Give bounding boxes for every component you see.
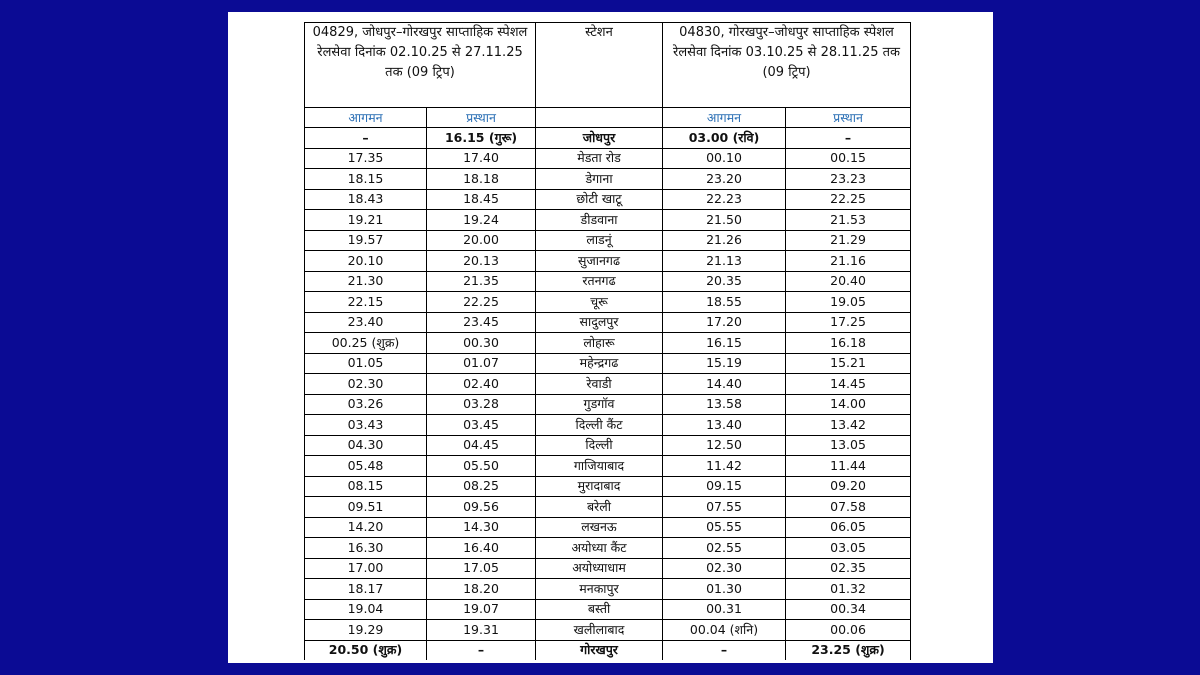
return-arrival-cell: 14.40 [663, 374, 786, 395]
return-arrival-cell: 03.00 (रवि) [663, 128, 786, 149]
return-arrival-cell: 13.58 [663, 394, 786, 415]
outbound-departure-cell: 04.45 [427, 435, 536, 456]
station-cell: मेडता रोड [536, 148, 663, 169]
outbound-departure-cell: 19.07 [427, 599, 536, 620]
timetable-row [305, 415, 911, 436]
return-arrival-cell: 07.55 [663, 497, 786, 518]
outbound-departure-cell: 03.45 [427, 415, 536, 436]
return-arrival-cell: 05.55 [663, 517, 786, 538]
station-cell: मुरादाबाद [536, 476, 663, 497]
timetable-row [305, 374, 911, 395]
station-cell: मनकापुर [536, 579, 663, 600]
station-header: स्टेशन [536, 23, 663, 108]
return-departure-cell: 21.29 [786, 230, 911, 251]
outbound-departure-cell: 00.30 [427, 333, 536, 354]
outbound-departure-cell: 19.31 [427, 620, 536, 641]
station-cell: सुजानगढ [536, 251, 663, 272]
return-arrival-cell: 02.30 [663, 558, 786, 579]
outbound-departure-cell: 16.15 (गुरू) [427, 128, 536, 149]
station-cell: लोहारू [536, 333, 663, 354]
station-cell: बस्ती [536, 599, 663, 620]
station-cell: छोटी खाटू [536, 189, 663, 210]
document-page [228, 12, 993, 663]
return-departure-cell: 09.20 [786, 476, 911, 497]
outbound-departure-cell: 18.18 [427, 169, 536, 190]
timetable-row [305, 558, 911, 579]
outbound-arrival-cell: 05.48 [305, 456, 427, 477]
outbound-departure-cell: 02.40 [427, 374, 536, 395]
outbound-arrival-cell: 23.40 [305, 312, 427, 333]
station-cell: गाजियाबाद [536, 456, 663, 477]
station-cell: महेन्द्रगढ [536, 353, 663, 374]
outbound-departure-cell: 16.40 [427, 538, 536, 559]
station-cell: डीडवाना [536, 210, 663, 231]
return-arrival-cell: 16.15 [663, 333, 786, 354]
return-departure-cell: 02.35 [786, 558, 911, 579]
return-departure-cell: 20.40 [786, 271, 911, 292]
station-cell: दिल्ली [536, 435, 663, 456]
timetable-row [305, 579, 911, 600]
outbound-arrival-cell: 19.57 [305, 230, 427, 251]
outbound-departure-cell: 17.05 [427, 558, 536, 579]
return-departure-cell: 23.25 (शुक्र) [786, 640, 911, 660]
outbound-arrival-cell: 20.10 [305, 251, 427, 272]
station-cell: अयोध्याधाम [536, 558, 663, 579]
return-departure-cell: 11.44 [786, 456, 911, 477]
station-cell: गोरखपुर [536, 640, 663, 660]
outbound-arrival-cell: 09.51 [305, 497, 427, 518]
outbound-arrival-cell: 00.25 (शुक्र) [305, 333, 427, 354]
header-row [305, 23, 911, 108]
return-departure-cell: 07.58 [786, 497, 911, 518]
outbound-arrival-cell: 22.15 [305, 292, 427, 313]
outbound-departure-cell: 09.56 [427, 497, 536, 518]
return-departure-cell: 21.16 [786, 251, 911, 272]
return-arrival-cell: 00.10 [663, 148, 786, 169]
return-arrival-cell: 20.35 [663, 271, 786, 292]
return-arrival-cell: 12.50 [663, 435, 786, 456]
timetable-row [305, 497, 911, 518]
return-departure-cell: 00.15 [786, 148, 911, 169]
timetable-row [305, 620, 911, 641]
return-departure-cell: 22.25 [786, 189, 911, 210]
timetable-row [305, 271, 911, 292]
timetable-row [305, 312, 911, 333]
outbound-arrival-cell: 21.30 [305, 271, 427, 292]
station-cell: गुडगॉव [536, 394, 663, 415]
return-arrival-cell: 15.19 [663, 353, 786, 374]
outbound-departure-cell: 01.07 [427, 353, 536, 374]
timetable-row [305, 210, 911, 231]
timetable-row [305, 333, 911, 354]
outbound-arrival-cell: 04.30 [305, 435, 427, 456]
subheader-row [305, 108, 911, 128]
outbound-arrival-cell: 03.43 [305, 415, 427, 436]
timetable [304, 22, 911, 660]
station-cell: लाडनूं [536, 230, 663, 251]
outbound-train-description: 04829, जोधपुर–गोरखपुर साप्ताहिक स्पेशल रेलसेवा दिनांक 02.10.25 से 27.11.25 तक (09 ट्रिप) [305, 23, 536, 108]
return-arrival-cell: 22.23 [663, 189, 786, 210]
return-departure-cell: 00.06 [786, 620, 911, 641]
outbound-arrival-cell: – [305, 128, 427, 149]
station-cell: रतनगढ [536, 271, 663, 292]
return-departure-cell: 13.42 [786, 415, 911, 436]
timetable-row [305, 353, 911, 374]
return-arrival-cell: 13.40 [663, 415, 786, 436]
return-departure-cell: 01.32 [786, 579, 911, 600]
return-departure-cell: 21.53 [786, 210, 911, 231]
outbound-arrival-cell: 19.04 [305, 599, 427, 620]
return-arrival-cell: 21.13 [663, 251, 786, 272]
station-cell: जोधपुर [536, 128, 663, 149]
timetable-row [305, 292, 911, 313]
timetable-row [305, 394, 911, 415]
outbound-arrival-cell: 17.00 [305, 558, 427, 579]
outbound-departure-cell: 08.25 [427, 476, 536, 497]
timetable-row [305, 169, 911, 190]
outbound-arrival-cell: 03.26 [305, 394, 427, 415]
station-cell: बरेली [536, 497, 663, 518]
return-arrival-cell: 01.30 [663, 579, 786, 600]
outbound-arrival-cell: 19.21 [305, 210, 427, 231]
return-departure-header: प्रस्थान [786, 108, 911, 128]
outbound-departure-cell: 14.30 [427, 517, 536, 538]
outbound-arrival-cell: 18.43 [305, 189, 427, 210]
return-departure-cell: 13.05 [786, 435, 911, 456]
timetable-row [305, 435, 911, 456]
return-arrival-header: आगमन [663, 108, 786, 128]
return-departure-cell: 14.00 [786, 394, 911, 415]
timetable-row [305, 189, 911, 210]
outbound-departure-cell: 19.24 [427, 210, 536, 231]
return-arrival-cell: 21.50 [663, 210, 786, 231]
timetable-row [305, 148, 911, 169]
station-cell: लखनऊ [536, 517, 663, 538]
return-departure-cell: 14.45 [786, 374, 911, 395]
station-cell: दिल्ली कैंट [536, 415, 663, 436]
timetable-row [305, 640, 911, 660]
return-arrival-cell: 00.31 [663, 599, 786, 620]
station-cell: अयोध्या कैंट [536, 538, 663, 559]
outbound-arrival-cell: 20.50 (शुक्र) [305, 640, 427, 660]
return-departure-cell: 17.25 [786, 312, 911, 333]
return-departure-cell: 23.23 [786, 169, 911, 190]
return-arrival-cell: – [663, 640, 786, 660]
return-departure-cell: 15.21 [786, 353, 911, 374]
outbound-departure-cell: 03.28 [427, 394, 536, 415]
return-arrival-cell: 11.42 [663, 456, 786, 477]
return-train-description: 04830, गोरखपुर–जोधपुर साप्ताहिक स्पेशल रेलसेवा दिनांक 03.10.25 से 28.11.25 तक (09 ट्रिप) [663, 23, 911, 108]
timetable-row [305, 251, 911, 272]
outbound-departure-cell: 23.45 [427, 312, 536, 333]
timetable-row [305, 128, 911, 149]
outbound-arrival-header: आगमन [305, 108, 427, 128]
return-arrival-cell: 00.04 (शनि) [663, 620, 786, 641]
station-cell: चूरू [536, 292, 663, 313]
outbound-arrival-cell: 08.15 [305, 476, 427, 497]
outbound-arrival-cell: 02.30 [305, 374, 427, 395]
station-cell: खलीलाबाद [536, 620, 663, 641]
station-cell: सादुलपुर [536, 312, 663, 333]
outbound-departure-cell: 22.25 [427, 292, 536, 313]
return-arrival-cell: 02.55 [663, 538, 786, 559]
timetable-row [305, 476, 911, 497]
station-cell: डेगाना [536, 169, 663, 190]
timetable-row [305, 456, 911, 477]
timetable-row [305, 517, 911, 538]
return-departure-cell: – [786, 128, 911, 149]
return-arrival-cell: 18.55 [663, 292, 786, 313]
return-arrival-cell: 09.15 [663, 476, 786, 497]
outbound-departure-cell: – [427, 640, 536, 660]
return-departure-cell: 03.05 [786, 538, 911, 559]
outbound-departure-cell: 20.13 [427, 251, 536, 272]
return-departure-cell: 19.05 [786, 292, 911, 313]
station-subheader [536, 108, 663, 128]
outbound-arrival-cell: 18.15 [305, 169, 427, 190]
return-arrival-cell: 17.20 [663, 312, 786, 333]
timetable-row [305, 230, 911, 251]
outbound-arrival-cell: 01.05 [305, 353, 427, 374]
outbound-arrival-cell: 14.20 [305, 517, 427, 538]
station-cell: रेवाडी [536, 374, 663, 395]
outbound-arrival-cell: 16.30 [305, 538, 427, 559]
outbound-arrival-cell: 19.29 [305, 620, 427, 641]
return-departure-cell: 00.34 [786, 599, 911, 620]
return-departure-cell: 16.18 [786, 333, 911, 354]
outbound-departure-cell: 17.40 [427, 148, 536, 169]
return-departure-cell: 06.05 [786, 517, 911, 538]
timetable-row [305, 538, 911, 559]
timetable-row [305, 599, 911, 620]
return-arrival-cell: 21.26 [663, 230, 786, 251]
outbound-departure-cell: 18.45 [427, 189, 536, 210]
outbound-departure-header: प्रस्थान [427, 108, 536, 128]
outbound-arrival-cell: 18.17 [305, 579, 427, 600]
outbound-departure-cell: 21.35 [427, 271, 536, 292]
outbound-departure-cell: 05.50 [427, 456, 536, 477]
outbound-departure-cell: 18.20 [427, 579, 536, 600]
outbound-departure-cell: 20.00 [427, 230, 536, 251]
return-arrival-cell: 23.20 [663, 169, 786, 190]
outbound-arrival-cell: 17.35 [305, 148, 427, 169]
